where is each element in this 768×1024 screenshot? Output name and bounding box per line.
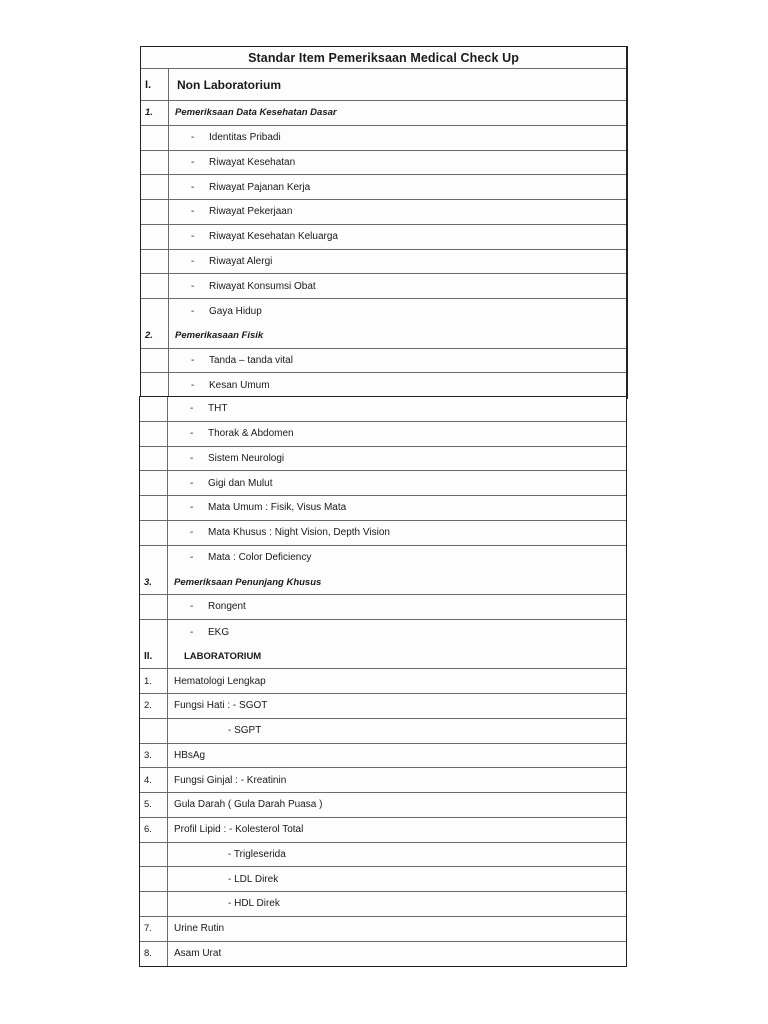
document-title-text: Standar Item Pemeriksaan Medical Check Up <box>248 50 519 65</box>
item-number-cell <box>140 422 168 446</box>
item-cell <box>169 157 626 168</box>
dash-bullet: - <box>191 305 195 317</box>
item-cell <box>168 601 626 612</box>
item-number-cell <box>141 373 169 398</box>
list-item <box>141 175 626 200</box>
table-row <box>140 942 626 967</box>
item-text: Sistem Neurologi <box>208 452 285 464</box>
list-item <box>140 397 626 422</box>
dash-bullet: - <box>191 132 195 144</box>
item-cell <box>169 182 626 193</box>
item-cell <box>169 306 626 317</box>
group-header-data-kesehatan <box>141 101 626 126</box>
list-item <box>141 200 626 225</box>
item-cell <box>168 403 626 414</box>
section-number: I. <box>141 69 169 100</box>
document-fragment-bottom <box>139 396 627 967</box>
item-text: Riwayat Kesehatan <box>209 156 296 168</box>
item-text: Riwayat Pekerjaan <box>209 206 293 218</box>
item-cell <box>168 527 626 538</box>
dash-bullet: - <box>191 255 195 267</box>
item-cell <box>169 256 626 267</box>
row-number <box>140 719 168 743</box>
item-text: Gigi dan Mulut <box>208 477 273 489</box>
item-text: Kesan Umum <box>209 380 270 392</box>
list-item <box>140 422 626 447</box>
dash-bullet: - <box>190 527 194 539</box>
group-label: Pemerikasaan Fisik <box>175 330 264 342</box>
item-text: EKG <box>208 626 230 638</box>
item-text: Mata : Color Deficiency <box>208 552 312 564</box>
row-text: - HDL Direk <box>228 898 280 910</box>
section-header-non-lab <box>141 69 626 101</box>
item-number-cell <box>140 595 168 619</box>
table-row <box>140 719 626 744</box>
list-item <box>141 151 626 176</box>
item-number-cell <box>140 471 168 495</box>
dash-bullet: - <box>191 354 195 366</box>
dash-bullet: - <box>190 403 194 415</box>
dash-bullet: - <box>190 601 194 613</box>
item-text: Rongent <box>208 601 246 613</box>
table-row <box>140 867 626 892</box>
table-row <box>140 669 626 694</box>
dash-bullet: - <box>191 231 195 243</box>
dash-bullet: - <box>191 280 195 292</box>
row-number: 1. <box>140 669 168 693</box>
row-number <box>140 892 168 916</box>
list-item <box>140 595 626 620</box>
list-item <box>141 225 626 250</box>
dash-bullet: - <box>191 206 195 218</box>
dash-bullet: - <box>190 626 194 638</box>
item-cell <box>169 132 626 143</box>
item-number-cell <box>141 175 169 199</box>
list-item <box>140 447 626 472</box>
item-text: Identitas Pribadi <box>209 132 281 144</box>
item-number-cell <box>141 349 169 373</box>
item-cell <box>169 231 626 242</box>
list-item <box>140 620 626 645</box>
item-text: Riwayat Alergi <box>209 255 273 267</box>
item-number-cell <box>141 299 169 324</box>
list-item <box>141 250 626 275</box>
group-number: 1. <box>141 101 169 125</box>
row-number <box>140 843 168 867</box>
item-text: Riwayat Pajanan Kerja <box>209 181 311 193</box>
group-number: 3. <box>140 570 168 594</box>
item-number-cell <box>141 200 169 224</box>
item-text: Gaya Hidup <box>209 305 262 317</box>
list-item <box>141 373 626 398</box>
group-header-fisik <box>141 324 626 349</box>
item-cell <box>169 206 626 217</box>
section-header-laboratorium <box>140 645 626 670</box>
dash-bullet: - <box>191 156 195 168</box>
dash-bullet: - <box>191 380 195 392</box>
dash-bullet: - <box>190 552 194 564</box>
item-number-cell <box>141 225 169 249</box>
item-cell <box>168 428 626 439</box>
item-text: Thorak & Abdomen <box>208 428 294 440</box>
row-text: Hematologi Lengkap <box>174 675 266 687</box>
item-number-cell <box>140 447 168 471</box>
item-number-cell <box>140 620 168 645</box>
dash-bullet: - <box>190 428 194 440</box>
list-item <box>140 521 626 546</box>
item-cell <box>168 552 626 563</box>
item-number-cell <box>140 546 168 571</box>
table-row <box>140 694 626 719</box>
row-number: 6. <box>140 818 168 842</box>
row-text: Gula Darah ( Gula Darah Puasa ) <box>174 799 323 811</box>
section-label: LABORATORIUM <box>184 650 262 662</box>
dash-bullet: - <box>190 477 194 489</box>
item-number-cell <box>141 250 169 274</box>
item-cell <box>169 355 626 366</box>
row-text: - Trigleserida <box>228 848 286 860</box>
section-label: Non Laboratorium <box>177 77 281 92</box>
dash-bullet: - <box>190 452 194 464</box>
row-text: Fungsi Ginjal : - Kreatinin <box>174 774 287 786</box>
item-cell <box>168 502 626 513</box>
table-row <box>140 843 626 868</box>
item-text: THT <box>208 403 228 415</box>
item-text: Mata Khusus : Night Vision, Depth Vision <box>208 527 390 539</box>
item-number-cell <box>140 397 168 421</box>
row-number: 7. <box>140 917 168 941</box>
table-row <box>140 744 626 769</box>
document-title <box>141 47 626 69</box>
item-text: Mata Umum : Fisik, Visus Mata <box>208 502 347 514</box>
item-cell <box>168 453 626 464</box>
list-item <box>140 496 626 521</box>
table-row <box>140 768 626 793</box>
table-row <box>140 818 626 843</box>
table-row <box>140 917 626 942</box>
row-number: 4. <box>140 768 168 792</box>
item-cell <box>168 627 626 638</box>
item-cell <box>168 478 626 489</box>
item-cell <box>169 380 626 391</box>
list-item <box>141 274 626 299</box>
row-text: - SGPT <box>228 725 262 737</box>
item-text: Riwayat Konsumsi Obat <box>209 280 316 292</box>
row-number: 2. <box>140 694 168 718</box>
dash-bullet: - <box>191 181 195 193</box>
row-text: Fungsi Hati : - SGOT <box>174 700 268 712</box>
item-number-cell <box>141 274 169 298</box>
dash-bullet: - <box>190 502 194 514</box>
group-label: Pemeriksaan Penunjang Khusus <box>174 576 322 588</box>
table-row <box>140 793 626 818</box>
item-number-cell <box>140 521 168 545</box>
group-number: 2. <box>141 324 169 348</box>
row-text: Asam Urat <box>174 948 222 960</box>
list-item <box>141 349 626 374</box>
document-fragment-top <box>140 46 628 399</box>
row-text: HBsAg <box>174 749 206 761</box>
item-cell <box>169 281 626 292</box>
item-number-cell <box>140 496 168 520</box>
row-number: 5. <box>140 793 168 817</box>
list-item <box>140 546 626 571</box>
item-text: Riwayat Kesehatan Keluarga <box>209 231 338 243</box>
row-text: - LDL Direk <box>228 873 279 885</box>
row-number: 8. <box>140 942 168 967</box>
group-header-penunjang <box>140 570 626 595</box>
row-number: 3. <box>140 744 168 768</box>
item-text: Tanda – tanda vital <box>209 354 293 366</box>
row-number <box>140 867 168 891</box>
list-item <box>141 299 626 324</box>
section-number: II. <box>140 645 168 669</box>
item-number-cell <box>141 126 169 150</box>
group-label: Pemeriksaan Data Kesehatan Dasar <box>175 107 337 119</box>
list-item <box>141 126 626 151</box>
list-item <box>140 471 626 496</box>
row-text: Profil Lipid : - Kolesterol Total <box>174 824 304 836</box>
item-number-cell <box>141 151 169 175</box>
row-text: Urine Rutin <box>174 923 225 935</box>
table-row <box>140 892 626 917</box>
